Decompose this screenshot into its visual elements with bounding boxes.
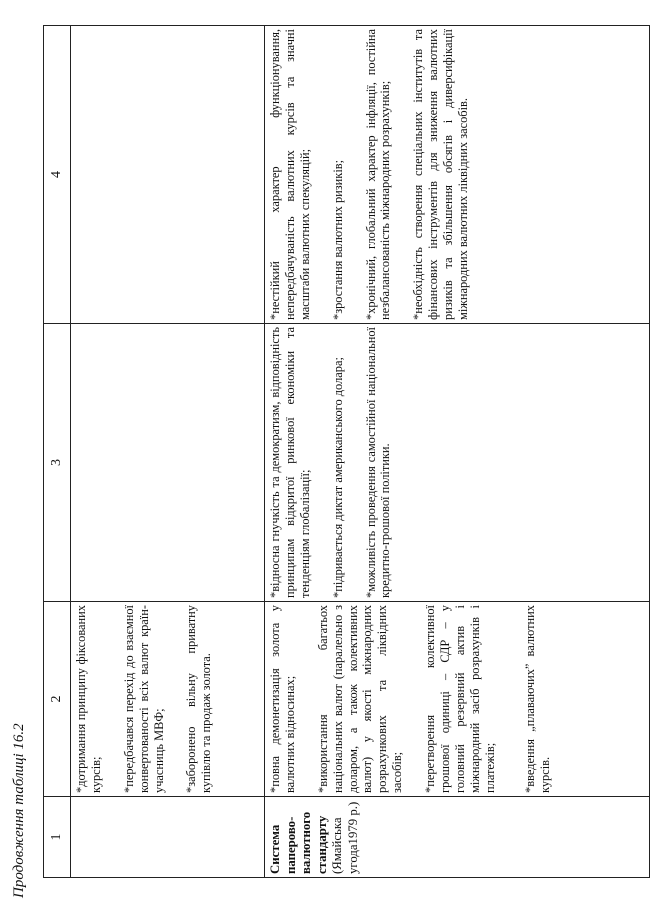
- list-item: *введення „плаваючих” валютних курсів.: [523, 605, 553, 793]
- col-header-4: 4: [44, 26, 71, 324]
- list-item: *відносна гнучкість та демократизм, відповідність принципам відкритої ринкової економіки та тенденціям глобалізації;: [268, 327, 312, 598]
- table-row-previous: [71, 26, 265, 878]
- list-item: *використання багатьох національних валют (паралельно з доларом, а також колективних валют) у якості міжнародних розрахункових та ліквідних засобів;: [315, 605, 405, 793]
- cell-system-name: [265, 797, 650, 878]
- col-header-1: 1: [44, 797, 71, 878]
- list-item: *передбачався перехід до взаємної конвертованості всіх валют країн-учасниць МВФ;: [121, 605, 166, 793]
- list-item: *зростання валютних ризиків;: [330, 159, 345, 320]
- cell-prev-features: [71, 602, 265, 797]
- cell-disadvantages: [265, 26, 650, 324]
- system-agreement: (Ямайська угода1979 р.): [330, 801, 361, 874]
- comparison-table: [43, 25, 650, 878]
- list-item: *хронічний, глобальний характер інфляції, постійна незбалансованість міжнародних розрахунків;: [363, 29, 393, 320]
- col-header-3: 3: [44, 324, 71, 602]
- list-item: *заборонено вільну приватну купівлю та продаж золота.: [184, 605, 214, 793]
- list-item: *дотримання принципу фіксованих курсів;: [74, 605, 103, 793]
- list-item: *нестійкий характер функціонування, непередбачуваність валютних курсів та значні масштаби валютних спекуляцій;: [268, 29, 312, 320]
- list-item: *необхідність створення спеціальних інститутів та фінансових інструментів для зниження валютних ризиків та збільшення обсягів і диверсифікації міжнародних валютних ліквідних засобів.: [411, 29, 470, 320]
- cell-prev-disadvantages: [71, 26, 265, 324]
- list-item: *підривається диктат американського долара;: [330, 357, 345, 598]
- header-row: [44, 26, 71, 878]
- cell-prev-advantages: [71, 324, 265, 602]
- table-caption: Продовження таблиці 16.2: [11, 723, 27, 898]
- list-item: *повна демонетизація золота у валютних відносинах;: [268, 605, 297, 793]
- cell-advantages: [265, 324, 650, 602]
- list-item: *можливість проведення самостійної національної кредитно-грошової політики.: [363, 327, 393, 598]
- list-item: *перетворення колективної грошової одиниці – СДР – у головний резервний актив і міжнародний засіб розрахунків і платежів;: [423, 605, 497, 793]
- cell-features: [265, 602, 650, 797]
- col-header-2: 2: [44, 602, 71, 797]
- table-row-jamaica: [265, 26, 650, 878]
- cell-prev-system: [71, 797, 265, 878]
- system-name: Система паперово-валютного стандарту: [268, 811, 329, 874]
